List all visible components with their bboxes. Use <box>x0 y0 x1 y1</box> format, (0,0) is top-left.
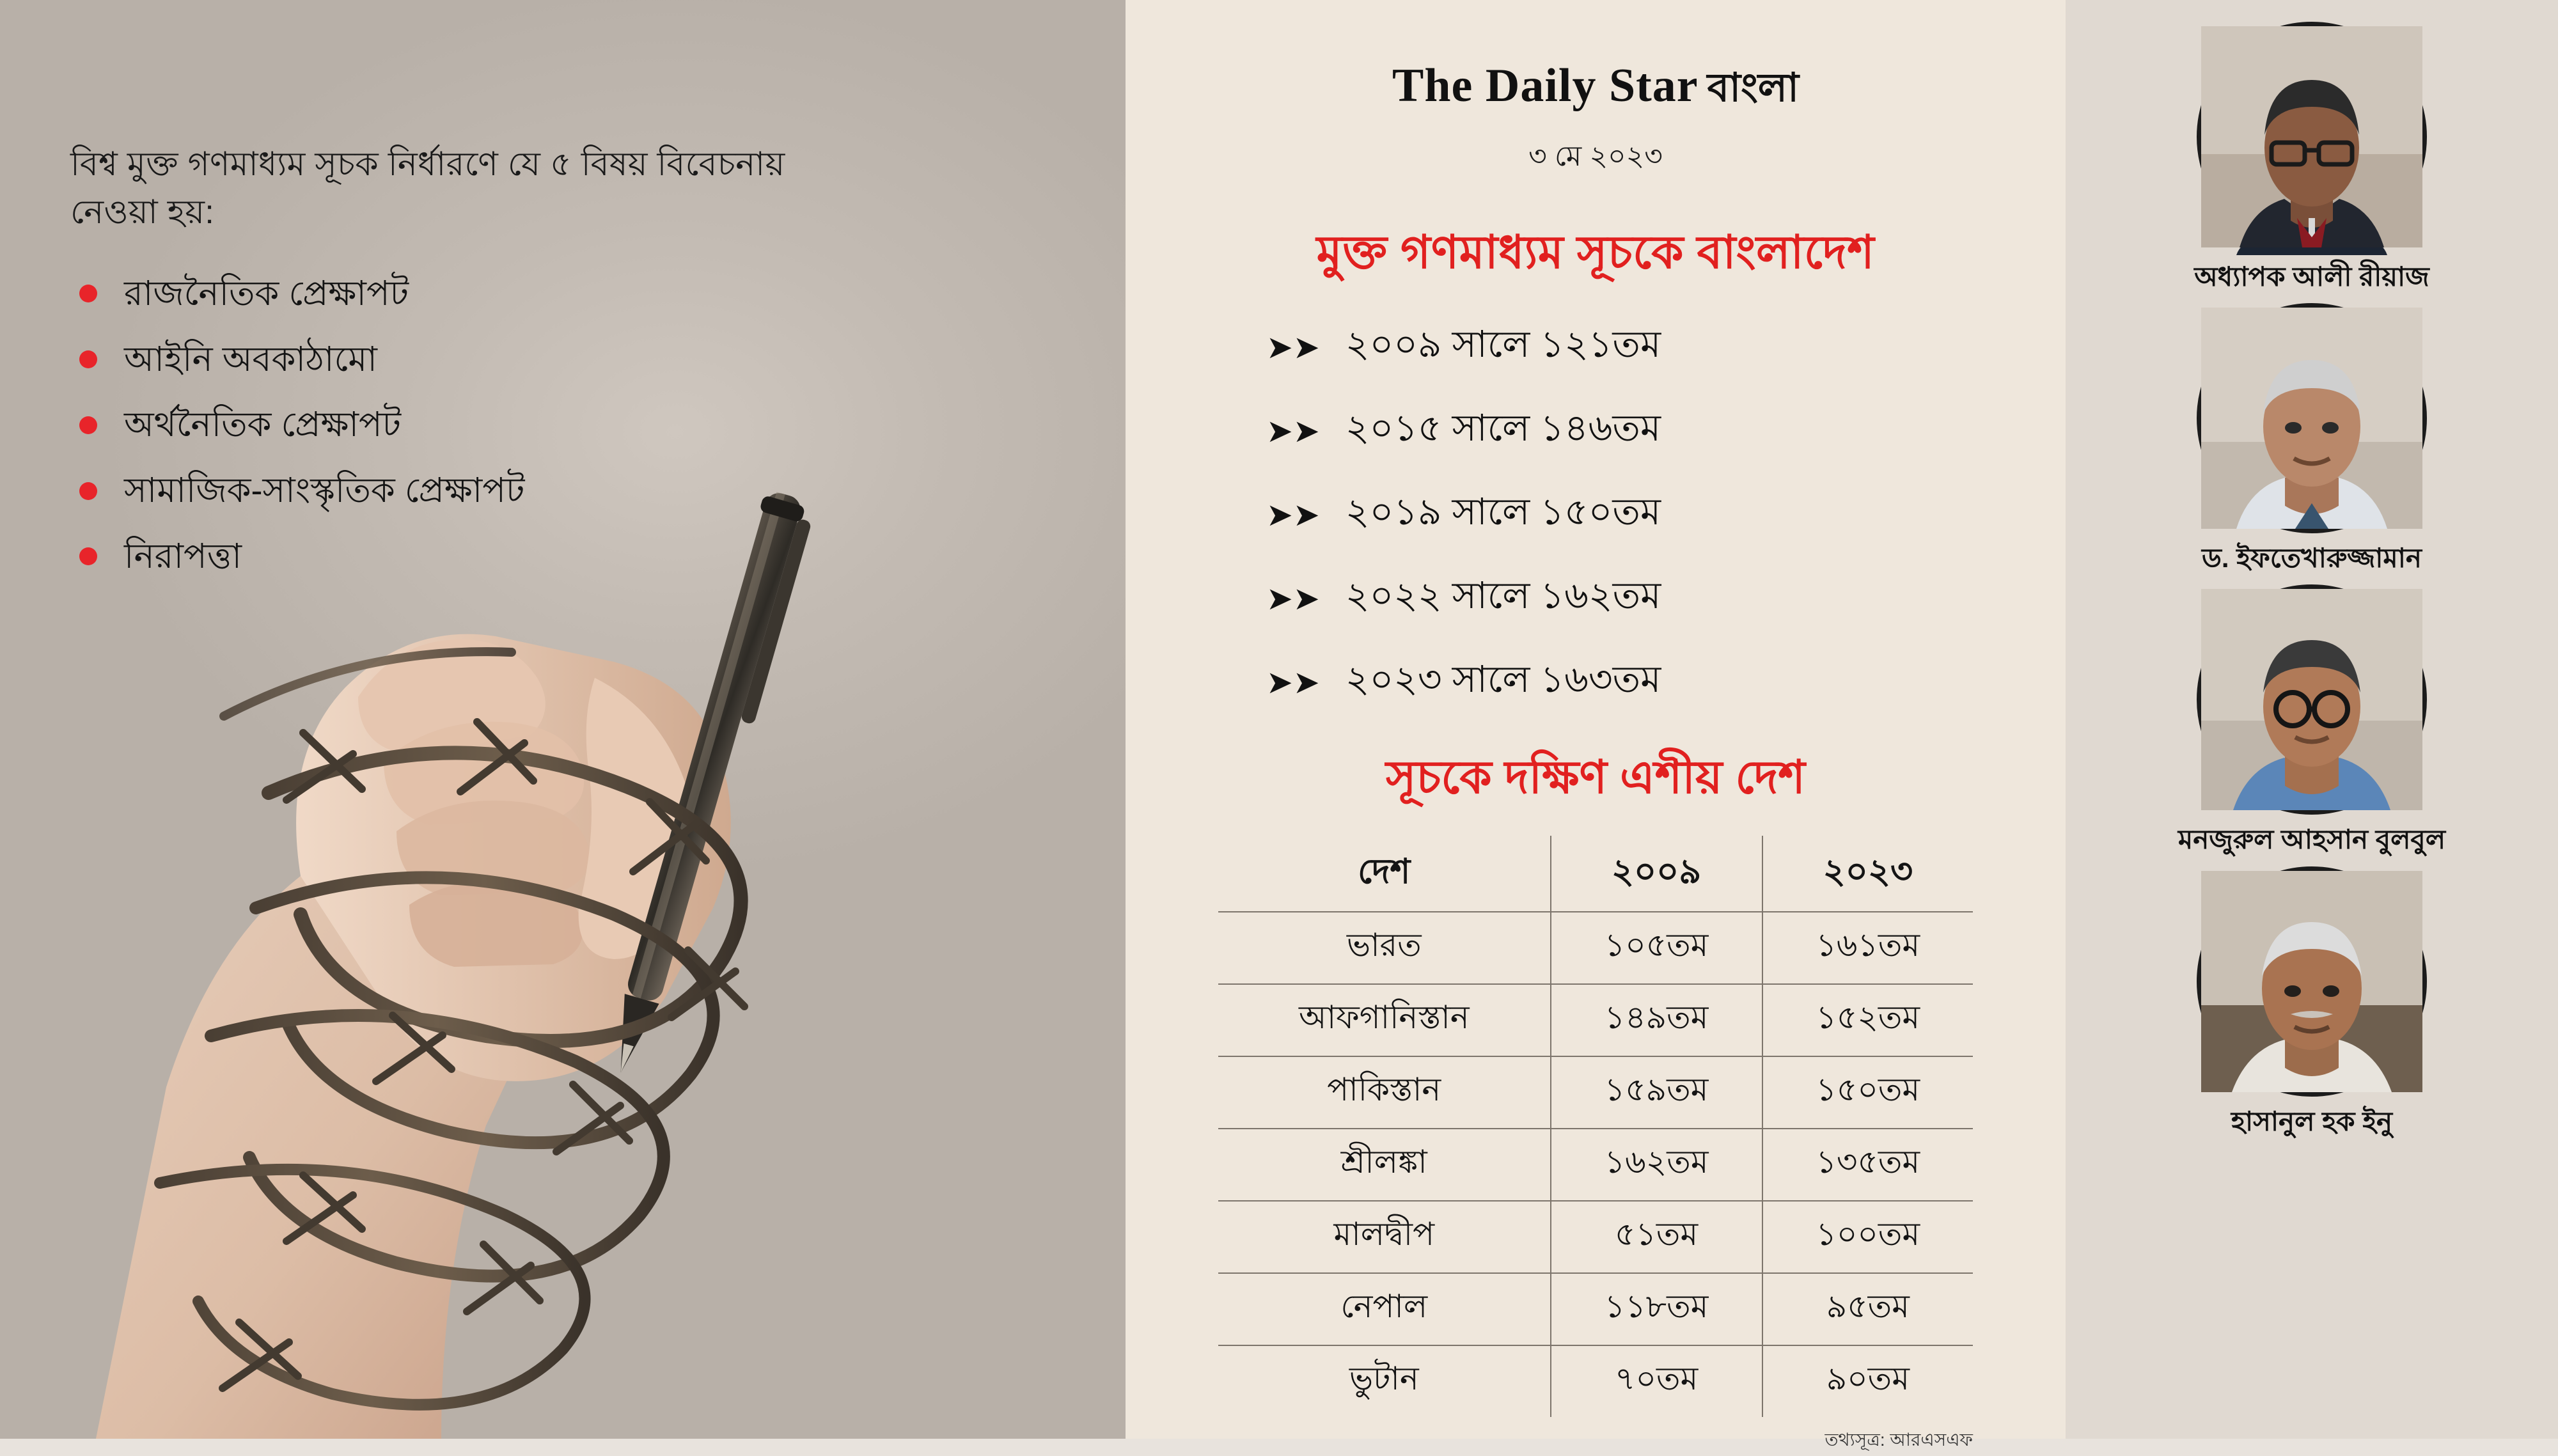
rank-text: ২০১৯ সালে ১৫০তম <box>1345 491 1661 533</box>
cell-2023: ১৬১তম <box>1762 912 1973 984</box>
double-arrow-icon: ➤➤ <box>1266 580 1320 616</box>
cell-country: পাকিস্তান <box>1218 1056 1551 1129</box>
masthead <box>1170 58 2021 182</box>
criteria-label: রাজনৈতিক প্রেক্ষাপট <box>124 274 409 313</box>
list-item <box>70 404 870 446</box>
cell-country: শ্রীলঙ্কা <box>1218 1129 1551 1201</box>
cell-2023: ১০০তম <box>1762 1201 1973 1273</box>
rank-text: ২০২৩ সালে ১৬৩তম <box>1345 659 1661 700</box>
cell-country: ভারত <box>1218 912 1551 984</box>
bullet-dot-icon <box>79 416 97 434</box>
center-panel <box>1126 0 2066 1450</box>
cell-2009: ১৬২তম <box>1551 1129 1762 1201</box>
bullet-dot-icon <box>79 350 97 368</box>
table-row <box>1218 1129 1973 1201</box>
list-item <box>70 470 870 512</box>
publication-date: ৩ মে ২০২৩ <box>1528 141 1663 172</box>
double-arrow-icon: ➤➤ <box>1266 329 1320 365</box>
list-item <box>70 273 870 315</box>
table-row <box>1218 1056 1973 1129</box>
table-row <box>1218 1345 1973 1417</box>
person-card <box>2066 303 2558 573</box>
avatar <box>2197 303 2427 533</box>
bullet-dot-icon <box>79 547 97 565</box>
list-item <box>70 536 870 577</box>
right-panel <box>2066 0 2558 1439</box>
section-title-south-asia: সূচকে দক্ষিণ এশীয় দেশ <box>1385 752 1806 803</box>
double-arrow-icon: ➤➤ <box>1266 664 1320 700</box>
masthead-logo-text: The Daily Star <box>1392 59 1699 112</box>
cell-2023: ১৫২তম <box>1762 984 1973 1056</box>
section-title-bangladesh-rank: মুক্ত গণমাধ্যম সূচকে বাংলাদেশ <box>1316 227 1875 278</box>
person-name: হাসানুল হক ইনু <box>2231 1106 2393 1136</box>
left-heading: বিশ্ব মুক্ত গণমাধ্যম সূচক নির্ধারণে যে ৫ বিষয় বিবেচনায় নেওয়া হয়: <box>70 146 785 231</box>
list-item <box>1266 400 2021 462</box>
cell-country: মালদ্বীপ <box>1218 1201 1551 1273</box>
list-item <box>1266 567 2021 629</box>
person-name: অধ্যাপক আলী রীয়াজ <box>2194 262 2429 292</box>
person-card <box>2066 584 2558 854</box>
cell-2023: ১৩৫তম <box>1762 1129 1973 1201</box>
bangladesh-rank-list <box>1170 316 2021 713</box>
person-card <box>2066 22 2558 292</box>
double-arrow-icon: ➤➤ <box>1266 412 1320 449</box>
cell-2009: ১৫৯তম <box>1551 1056 1762 1129</box>
left-text-block <box>70 141 870 602</box>
criteria-label: অর্থনৈতিক প্রেক্ষাপট <box>124 405 402 444</box>
rank-text: ২০২২ সালে ১৬২তম <box>1345 575 1661 616</box>
cell-2009: ১১৮তম <box>1551 1273 1762 1345</box>
criteria-label: আইনি অবকাঠামো <box>124 340 377 379</box>
list-item <box>1266 651 2021 713</box>
person-name: ড. ইফতেখারুজ্জামান <box>2202 543 2422 574</box>
column-header-2009: ২০০৯ <box>1551 836 1762 912</box>
cell-2009: ৫১তম <box>1551 1201 1762 1273</box>
masthead-bangla-text: বাংলা <box>1707 66 1799 110</box>
avatar <box>2197 866 2427 1097</box>
rank-text: ২০০৯ সালে ১২১তম <box>1345 324 1661 365</box>
table-header-row <box>1218 836 1973 912</box>
left-panel <box>0 0 1126 1439</box>
avatar <box>2197 584 2427 815</box>
cell-country: নেপাল <box>1218 1273 1551 1345</box>
table-row <box>1218 984 1973 1056</box>
source-note: তথ্যসূত্র: আরএসএফ <box>1824 1430 1973 1450</box>
cell-2009: ১৪৯তম <box>1551 984 1762 1056</box>
double-arrow-icon: ➤➤ <box>1266 496 1320 533</box>
bullet-dot-icon <box>79 285 97 302</box>
south-asia-rank-table <box>1218 836 1973 1417</box>
person-name: মনজুরুল আহসান বুলবুল <box>2177 824 2446 855</box>
list-item <box>1266 483 2021 545</box>
criteria-label: নিরাপত্তা <box>124 536 242 575</box>
column-header-country: দেশ <box>1218 836 1551 912</box>
list-item <box>70 339 870 380</box>
cell-2023: ৯০তম <box>1762 1345 1973 1417</box>
avatar <box>2197 22 2427 252</box>
criteria-list <box>70 273 870 577</box>
cell-2023: ৯৫তম <box>1762 1273 1973 1345</box>
column-header-2023: ২০২৩ <box>1762 836 1973 912</box>
table-row <box>1218 1273 1973 1345</box>
criteria-label: সামাজিক-সাংস্কৃতিক প্রেক্ষাপট <box>124 471 525 510</box>
cell-2009: ৭০তম <box>1551 1345 1762 1417</box>
list-item <box>1266 316 2021 378</box>
cell-2009: ১০৫তম <box>1551 912 1762 984</box>
table-row <box>1218 1201 1973 1273</box>
rank-text: ২০১৫ সালে ১৪৬তম <box>1345 407 1661 449</box>
person-card <box>2066 866 2558 1136</box>
cell-country: আফগানিস্তান <box>1218 984 1551 1056</box>
cell-country: ভুটান <box>1218 1345 1551 1417</box>
cell-2023: ১৫০তম <box>1762 1056 1973 1129</box>
table-row <box>1218 912 1973 984</box>
bullet-dot-icon <box>79 482 97 500</box>
